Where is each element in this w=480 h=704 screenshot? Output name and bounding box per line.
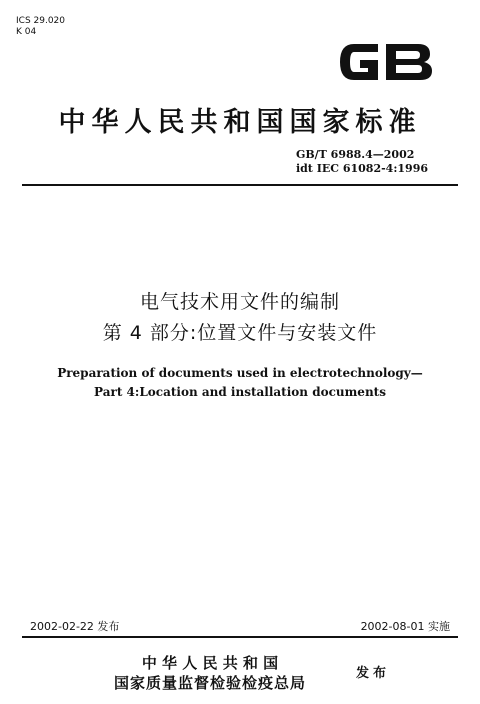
issue-action: 发布	[356, 666, 391, 681]
standard-number: GB/T 6988.4—2002	[295, 148, 415, 161]
footer-rule	[22, 636, 458, 638]
issuer-line1: 中 华 人 民 共 和 国	[141, 654, 279, 672]
gb-logo	[330, 34, 440, 90]
issue-date: 2002-02-22 发布	[30, 620, 120, 633]
effective-date: 2002-08-01 实施	[360, 620, 450, 633]
idt-reference: idt IEC 61082-4:1996	[295, 162, 428, 175]
ics-code: ICS 29.020	[16, 16, 66, 26]
title-en-line1: Preparation of documents used in electrotechnology—	[57, 366, 423, 380]
ccs-code: K 04	[16, 27, 37, 37]
title-cn-line1: 电气技术用文件的编制	[139, 291, 340, 313]
issuer-line2: 国家质量监督检验检疫总局	[113, 674, 306, 692]
title-cn-line2: 第 4 部分:位置文件与安装文件	[102, 322, 378, 344]
title-en-line2: Part 4:Location and installation documents	[94, 385, 386, 399]
national-standard-title: 中华人民共和国国家标准	[58, 107, 422, 138]
header-rule	[22, 184, 458, 186]
standard-numbers	[296, 148, 428, 176]
classification-codes	[16, 16, 65, 38]
